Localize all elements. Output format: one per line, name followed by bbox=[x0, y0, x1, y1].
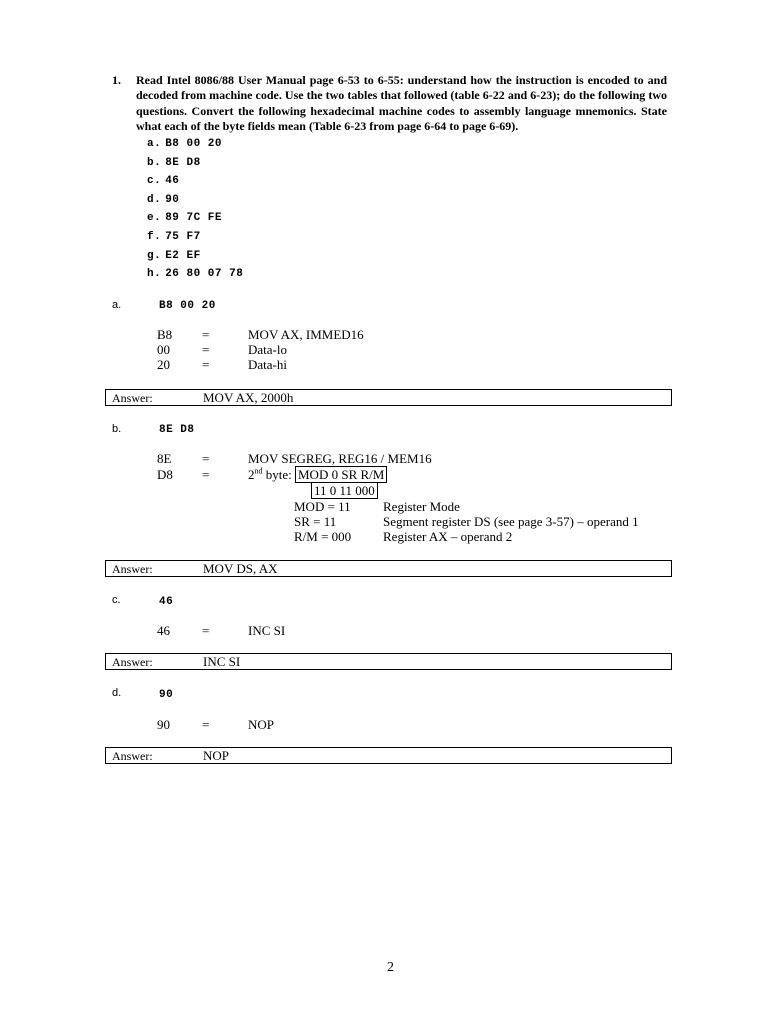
section-a-code: B8 00 20 bbox=[159, 300, 216, 312]
answer-box-b bbox=[105, 560, 672, 577]
byte-meaning: MOV AX, IMMED16 bbox=[248, 327, 364, 342]
question-item: d. 90 bbox=[147, 193, 180, 206]
answer-box-a bbox=[105, 389, 672, 406]
byte-meaning: Data-lo bbox=[248, 342, 287, 357]
section-d-label: d. bbox=[112, 687, 122, 699]
bits-box: 11 0 11 000 bbox=[311, 482, 378, 499]
byte-meaning: INC SI bbox=[248, 623, 286, 638]
equals-sign: = bbox=[202, 327, 210, 342]
question-item: g. E2 EF bbox=[147, 249, 201, 262]
section-c-code: 46 bbox=[159, 596, 174, 608]
question-item: f. 75 F7 bbox=[147, 230, 201, 243]
field-desc: Register Mode bbox=[383, 499, 460, 514]
equals-sign: = bbox=[202, 357, 210, 372]
section-c-label: c. bbox=[112, 594, 121, 606]
equals-sign: = bbox=[202, 342, 210, 357]
answer-label: Answer: bbox=[112, 562, 153, 576]
answer-label: Answer: bbox=[112, 391, 153, 405]
section-d-code: 90 bbox=[159, 689, 174, 701]
byte-label: B8 bbox=[157, 327, 173, 342]
field-name: SR = 11 bbox=[294, 514, 337, 529]
field-desc: Register AX – operand 2 bbox=[383, 529, 513, 544]
field-name: R/M = 000 bbox=[294, 529, 352, 544]
equals-sign: = bbox=[202, 467, 210, 482]
answer-label: Answer: bbox=[112, 749, 153, 763]
answer-box-c bbox=[105, 653, 672, 670]
question-item: a. B8 00 20 bbox=[147, 138, 223, 150]
page-number: 2 bbox=[387, 960, 394, 975]
byte-meaning: NOP bbox=[248, 717, 275, 732]
field-name: MOD = 11 bbox=[294, 499, 351, 514]
question-item: h. 26 80 07 78 bbox=[147, 268, 244, 281]
answer-value: MOV AX, 2000h bbox=[203, 390, 294, 405]
answer-value: NOP bbox=[203, 748, 230, 763]
section-a-label: a. bbox=[112, 299, 122, 311]
byte-label: 8E bbox=[157, 451, 172, 466]
byte-label: 46 bbox=[157, 623, 170, 638]
question-text: Read Intel 8086/88 User Manual page 6-53 to 6-55: understand how the instruction is encoded to and decoded from machine code. Use the two tables that followed (table 6-22 and 6-23); do the following two questions. Convert the following hexadecimal machine codes to assembly language mnemonics. State what each of the byte fields mean (Table 6-23 from page 6-64 to page 6-69). bbox=[136, 73, 667, 133]
section-b-code: 8E D8 bbox=[159, 424, 195, 436]
question-item: c. 46 bbox=[147, 175, 180, 188]
byte-label: D8 bbox=[157, 467, 173, 482]
question-items bbox=[147, 133, 243, 282]
answer-value: MOV DS, AX bbox=[203, 561, 278, 576]
field-desc: Segment register DS (see page 3-57) – operand 1 bbox=[383, 514, 639, 529]
second-byte-label: 2nd byte: MOD 0 SR R/M bbox=[248, 467, 387, 482]
equals-sign: = bbox=[202, 623, 210, 638]
byte-label: 00 bbox=[157, 342, 170, 357]
byte-label: 90 bbox=[157, 717, 170, 732]
answer-value: INC SI bbox=[203, 654, 241, 669]
equals-sign: = bbox=[202, 451, 210, 466]
section-b-label: b. bbox=[112, 423, 122, 435]
byte-meaning: MOV SEGREG, REG16 / MEM16 bbox=[248, 451, 432, 466]
format-box: MOD 0 SR R/M bbox=[295, 466, 387, 483]
byte-label: 20 bbox=[157, 357, 170, 372]
question-number: 1. bbox=[112, 73, 121, 87]
question-item: e. 89 7C FE bbox=[147, 212, 223, 225]
question-item: b. 8E D8 bbox=[147, 156, 201, 169]
answer-label: Answer: bbox=[112, 655, 153, 669]
equals-sign: = bbox=[202, 717, 210, 732]
byte-meaning: Data-hi bbox=[248, 357, 287, 372]
answer-box-d bbox=[105, 747, 672, 764]
